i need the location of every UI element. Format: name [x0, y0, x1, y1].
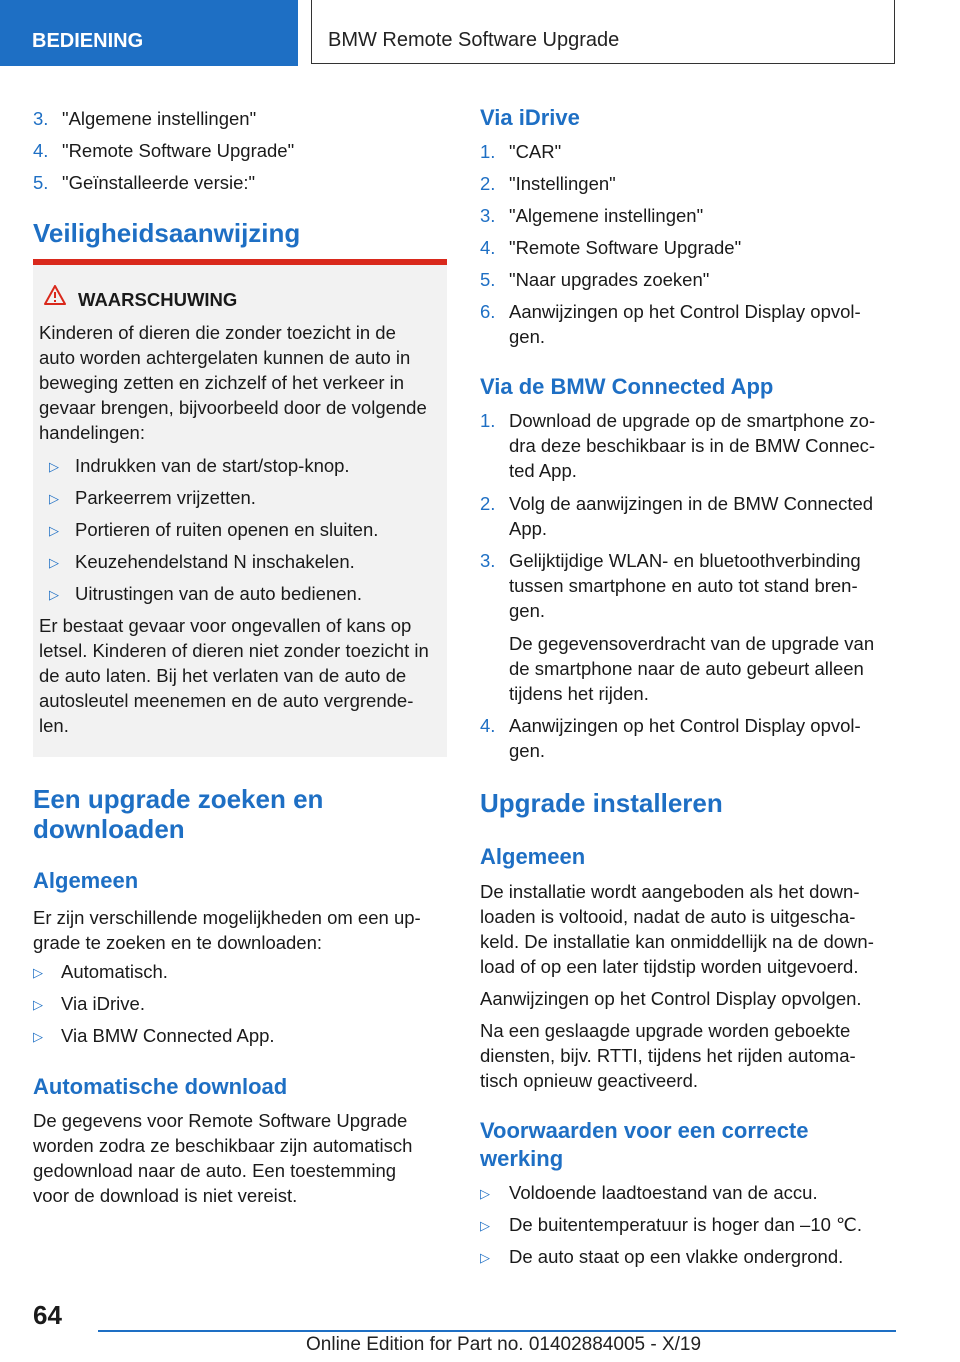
heading-line: Een upgrade zoeken en: [33, 784, 324, 814]
list-item: [33, 991, 447, 1023]
text-line: Download de upgrade op de smartphone zo-: [509, 410, 876, 431]
list-text: Portieren of ruiten openen en sluiten.: [75, 519, 379, 540]
text-line: gevaar brengen, bijvoorbeeld door de volgende: [39, 397, 427, 418]
triangle-bullet-icon: ▷: [480, 1186, 490, 1201]
text-line: Er bestaat gevaar voor ongevallen of kans op: [39, 615, 412, 636]
options-list: [33, 959, 447, 1055]
triangle-bullet-icon: ▷: [49, 555, 59, 570]
app-steps: [480, 408, 890, 763]
step-text: [509, 548, 861, 623]
step-number: 4.: [33, 140, 49, 161]
text-line: load of op een later tijdstip worden uitgevoerd.: [480, 956, 859, 977]
heading-line: Voorwaarden voor een correcte: [480, 1118, 809, 1143]
text-line: ted App.: [509, 460, 577, 481]
text-line: De gegevens voor Remote Software Upgrade: [33, 1110, 408, 1131]
warning-list: [39, 453, 443, 613]
list-item: [480, 491, 890, 548]
list-item: [480, 1244, 890, 1276]
step-text: "Naar upgrades zoeken": [509, 269, 710, 290]
text-line: Volg de aanwijzingen in de BMW Connected: [509, 493, 874, 514]
list-text: Keuzehendelstand N inschakelen.: [75, 551, 355, 572]
triangle-bullet-icon: ▷: [49, 523, 59, 538]
text-line: Aanwijzingen op het Control Display opvol-: [509, 301, 861, 322]
list-item: [480, 713, 890, 763]
text-line: tussen smartphone en auto tot stand bren-: [509, 575, 858, 596]
step-number: 2.: [480, 173, 496, 194]
chapter-header: [311, 0, 895, 64]
warning-intro: [39, 320, 443, 445]
general-heading: Algemeen: [33, 868, 139, 893]
triangle-bullet-icon: ▷: [33, 997, 43, 1012]
step-text: [509, 408, 875, 483]
text-line: Er zijn verschillende mogelijkheden om een up-: [33, 907, 421, 928]
step-number: 1.: [480, 410, 496, 431]
text-line: De installatie wordt aangeboden als het down-: [480, 881, 860, 902]
triangle-bullet-icon: ▷: [33, 965, 43, 980]
auto-download-heading: Automatische download: [33, 1074, 288, 1099]
step-text: "Algemene instellingen": [509, 205, 704, 226]
list-item: [480, 203, 890, 235]
install-after: [480, 1018, 890, 1093]
page-number: 64: [33, 1300, 62, 1330]
list-item: [33, 170, 447, 202]
list-item: [39, 485, 443, 517]
warning-icon: [44, 285, 66, 305]
text-line: gen.: [509, 600, 546, 621]
section-title: BEDIENING: [32, 30, 144, 52]
list-text: Voldoende laadtoestand van de accu.: [509, 1182, 818, 1203]
list-item: [39, 453, 443, 485]
conditions-heading: [480, 1117, 809, 1173]
text-line: Kinderen of dieren die zonder toezicht in de: [39, 322, 396, 343]
list-text: De auto staat op een vlakke ondergrond.: [509, 1246, 844, 1267]
step-list-top: [33, 106, 447, 202]
list-item: [480, 548, 890, 631]
text-line: gen.: [509, 740, 546, 761]
step-text: "Algemene instellingen": [62, 108, 257, 129]
list-text: Automatisch.: [61, 961, 168, 982]
list-text: Indrukken van de start/stop-knop.: [75, 455, 350, 476]
list-item: [39, 581, 443, 613]
step-number: 4.: [480, 715, 496, 736]
conditions-list: [480, 1180, 890, 1276]
install-text: [480, 879, 890, 979]
step-text: [509, 299, 861, 349]
install-general-heading: Algemeen: [480, 844, 586, 869]
text-line: de auto laten. Bij het verlaten van de auto de: [39, 665, 407, 686]
text-line: handelingen:: [39, 422, 145, 443]
step-number: 2.: [480, 493, 496, 514]
text-line: worden zodra ze beschikbaar zijn automatisch: [33, 1135, 413, 1156]
step-number: 3.: [480, 550, 496, 571]
triangle-bullet-icon: ▷: [480, 1250, 490, 1265]
text-line: len.: [39, 715, 69, 736]
step-number: 4.: [480, 237, 496, 258]
list-item: [480, 171, 890, 203]
list-text: Via BMW Connected App.: [61, 1025, 275, 1046]
step-text: [509, 713, 861, 763]
step-number: 5.: [480, 269, 496, 290]
text-line: beweging zetten en zichzelf of het verkeer in: [39, 372, 405, 393]
step-text: [509, 491, 873, 541]
step-text: "CAR": [509, 141, 562, 162]
list-text: Parkeerrem vrijzetten.: [75, 487, 256, 508]
list-item: [39, 517, 443, 549]
app-heading: Via de BMW Connected App: [480, 374, 774, 399]
text-line: Aanwijzingen op het Control Display opvol-: [509, 715, 861, 736]
list-item: [39, 549, 443, 581]
search-heading: [33, 784, 323, 844]
step-number: 1.: [480, 141, 496, 162]
text-line: gedownload naar de auto. Een toestemming: [33, 1160, 397, 1181]
text-line: Gelijktijdige WLAN- en bluetoothverbinding: [509, 550, 861, 571]
text-line: de smartphone naar de auto gebeurt alleen: [509, 658, 864, 679]
text-line: App.: [509, 518, 548, 539]
step-number: 5.: [33, 172, 49, 193]
safety-heading: Veiligheidsaanwijzing: [33, 218, 301, 248]
list-item: [480, 1180, 890, 1212]
triangle-bullet-icon: ▷: [49, 587, 59, 602]
list-item: [33, 959, 447, 991]
step-text: "Geïnstalleerde versie:": [62, 172, 256, 193]
text-line: auto worden achtergelaten kunnen de auto in: [39, 347, 411, 368]
auto-download-text: [33, 1108, 447, 1208]
idrive-heading: Via iDrive: [480, 105, 580, 130]
edition-text: Online Edition for Part no. 01402884005 - X/19: [306, 1334, 702, 1355]
step-number: 6.: [480, 301, 496, 322]
triangle-bullet-icon: ▷: [49, 459, 59, 474]
text-line: tijdens het rijden.: [509, 683, 649, 704]
list-item: [480, 139, 890, 171]
text-line: Na een geslaagde upgrade worden geboekte: [480, 1020, 851, 1041]
text-line: keld. De installatie kan onmiddellijk na de down-: [480, 931, 874, 952]
list-item: [480, 1212, 890, 1244]
step-text: "Remote Software Upgrade": [62, 140, 295, 161]
text-line: grade te zoeken en te downloaden:: [33, 932, 323, 953]
list-text: Uitrustingen van de auto bedienen.: [75, 583, 362, 604]
general-text: [33, 905, 447, 955]
triangle-bullet-icon: ▷: [49, 491, 59, 506]
triangle-bullet-icon: ▷: [480, 1218, 490, 1233]
section-tab: [0, 0, 298, 66]
chapter-title: BMW Remote Software Upgrade: [328, 29, 620, 51]
text-line: tisch opnieuw geactiveerd.: [480, 1070, 699, 1091]
warning-outro: [39, 613, 443, 738]
list-text: De buitentemperatuur is hoger dan –10 ℃.: [509, 1214, 862, 1235]
list-item: [480, 235, 890, 267]
text-line: voor de download is niet vereist.: [33, 1185, 298, 1206]
step-text: "Instellingen": [509, 173, 616, 194]
idrive-steps: [480, 139, 890, 349]
install-heading: Upgrade installeren: [480, 788, 723, 818]
step-note: [480, 631, 890, 713]
list-item: [480, 299, 890, 349]
heading-line: downloaden: [33, 814, 185, 844]
footer-divider: [98, 1330, 896, 1332]
text-line: gen.: [509, 326, 546, 347]
step-number: 3.: [33, 108, 49, 129]
install-note: Aanwijzingen op het Control Display opvolgen.: [480, 988, 862, 1009]
list-item: [33, 138, 447, 170]
list-text: Via iDrive.: [61, 993, 145, 1014]
list-item: [480, 408, 890, 491]
text-line: dra deze beschikbaar is in de BMW Connec-: [509, 435, 876, 456]
text-line: De gegevensoverdracht van de upgrade van: [509, 633, 875, 654]
step-number: 3.: [480, 205, 496, 226]
list-item: [480, 267, 890, 299]
text-line: loaden is voltooid, nadat de auto is uitgescha-: [480, 906, 856, 927]
step-text: "Remote Software Upgrade": [509, 237, 742, 258]
list-item: [33, 106, 447, 138]
warning-title: WAARSCHUWING: [78, 289, 238, 310]
heading-line: werking: [480, 1146, 564, 1171]
text-line: diensten, bijv. RTTI, tijdens het rijden automa-: [480, 1045, 856, 1066]
list-item: [33, 1023, 447, 1055]
text-line: letsel. Kinderen of dieren niet zonder toezicht in: [39, 640, 429, 661]
text-line: autosleutel meenemen en de auto vergrende-: [39, 690, 414, 711]
triangle-bullet-icon: ▷: [33, 1029, 43, 1044]
